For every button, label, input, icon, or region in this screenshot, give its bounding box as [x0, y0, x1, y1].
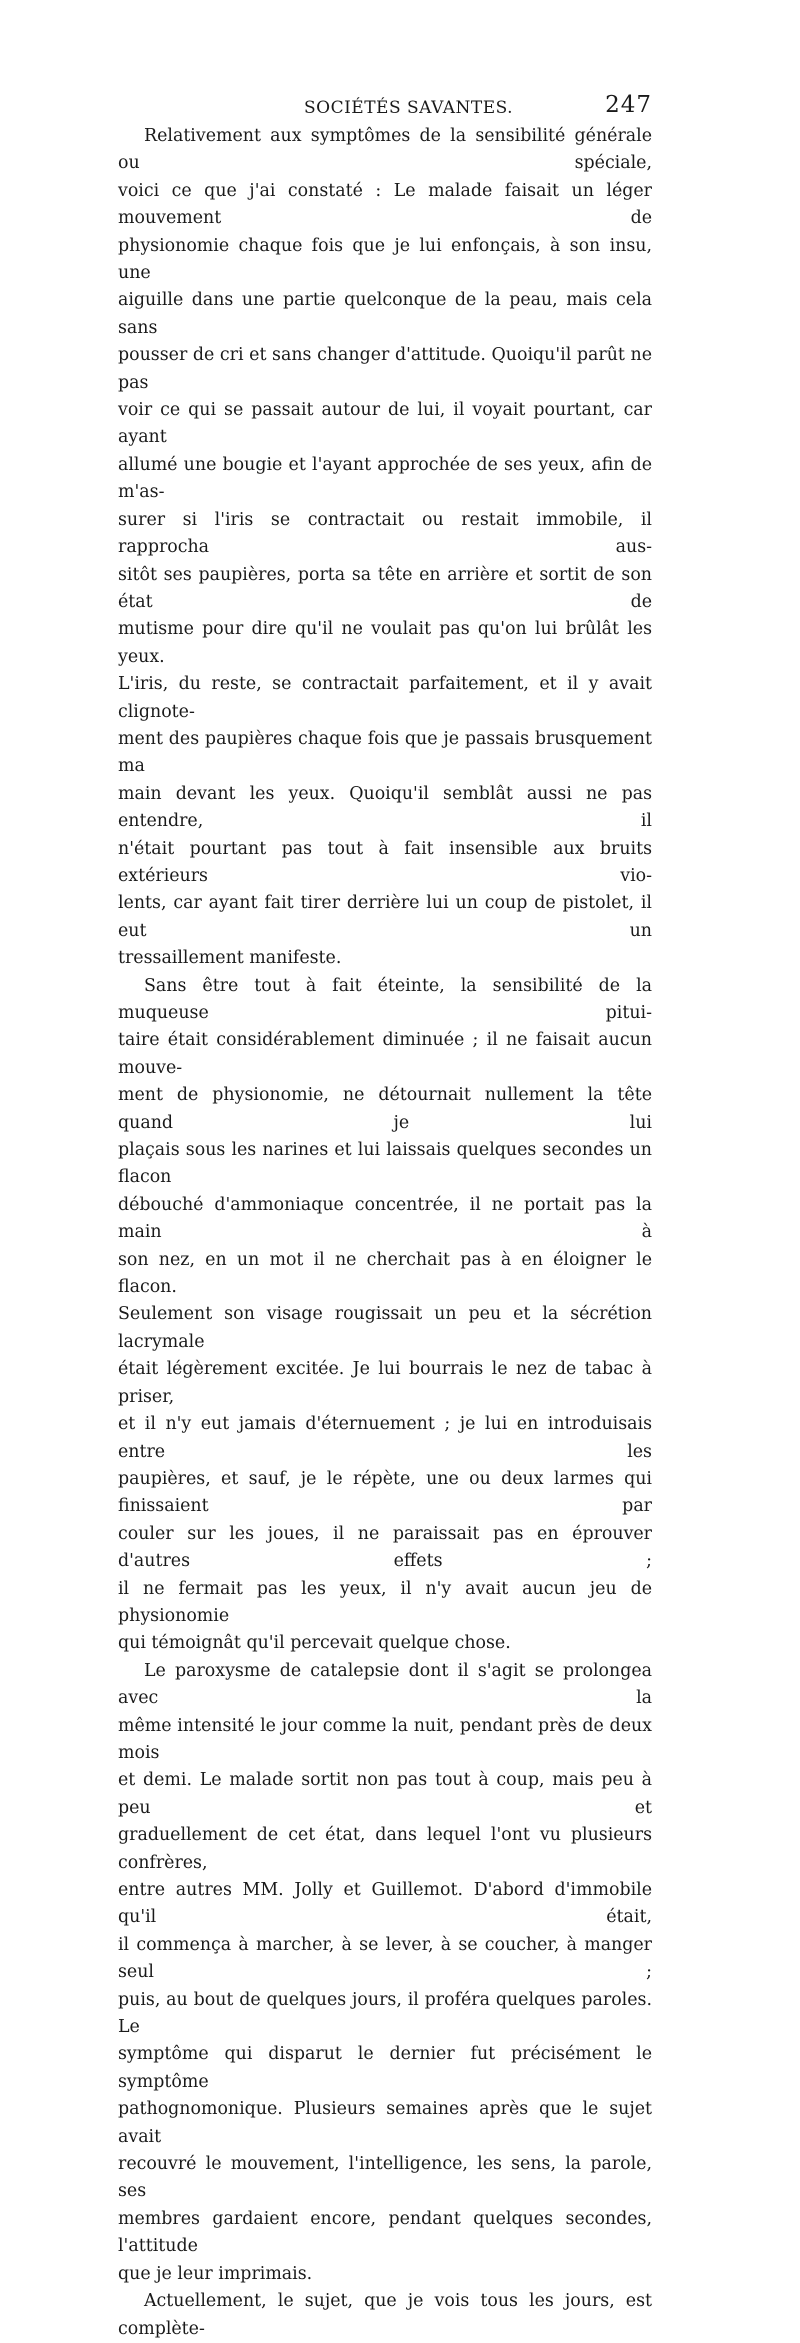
text-line: taire était considérablement diminuée ; il ne faisait aucun mouve-	[118, 1030, 652, 1078]
text-line: plaçais sous les narines et lui laissais quelques secondes un flacon	[118, 1140, 652, 1188]
text-line: tressaillement manifeste.	[118, 948, 342, 969]
text-line: que je leur imprimais.	[118, 2263, 313, 2284]
text-line: pathognomonique. Plusieurs semaines après que le sujet avait	[118, 2099, 652, 2147]
text-line: Le paroxysme de catalepsie dont il s'agit se prolongea avec la	[118, 1660, 652, 1709]
text-line: qui témoignât qu'il percevait quelque chose.	[118, 1633, 511, 1654]
text-line: mutisme pour dire qu'il ne voulait pas qu'on lui brûlât les yeux.	[118, 619, 652, 667]
text-line: il ne fermait pas les yeux, il n'y avait aucun jeu de physionomie	[118, 1578, 652, 1626]
text-line: recouvré le mouvement, l'intelligence, les sens, la parole, ses	[118, 2154, 652, 2202]
text-line: sitôt ses paupières, porta sa tête en arrière et sortit de son état de	[118, 564, 652, 612]
text-line: son nez, en un mot il ne cherchait pas à en éloigner le flacon.	[118, 1249, 652, 1298]
running-title: SOCIÉTÉS SAVANTES.	[304, 98, 514, 118]
text-line: allumé une bougie et l'ayant approchée de ses yeux, afin de m'as-	[118, 454, 652, 503]
text-line: débouché d'ammoniaque concentrée, il ne portait pas la main à	[118, 1194, 652, 1243]
text-line: main devant les yeux. Quoiqu'il semblât aussi ne pas entendre, il	[118, 783, 652, 832]
text-line: physionomie chaque fois que je lui enfonçais, à son insu, une	[118, 235, 652, 284]
text-line: Seulement son visage rougissait un peu et la sécrétion lacrymale	[118, 1304, 652, 1352]
text-line: graduellement de cet état, dans lequel l'ont vu plusieurs confrères,	[118, 1825, 652, 1873]
text-line: était légèrement excitée. Je lui bourrais le nez de tabac à priser,	[118, 1359, 652, 1407]
text-line: même intensité le jour comme la nuit, pendant près de deux mois	[118, 1715, 652, 1763]
text-line: ment des paupières chaque fois que je passais brusquement ma	[118, 728, 652, 777]
text-line: il commença à marcher, à se lever, à se coucher, à manger seul ;	[118, 1934, 652, 1983]
text-line: symptôme qui disparut le dernier fut précisément le symptôme	[118, 2044, 652, 2092]
text-line: surer si l'iris se contractait ou restait immobile, il rapprocha aus-	[118, 509, 652, 558]
text-line: n'était pourtant pas tout à fait insensible aux bruits extérieurs vio-	[118, 838, 652, 886]
text-line: Actuellement, le sujet, que je vois tous les jours, est complète-	[118, 2291, 652, 2339]
text-line: membres gardaient encore, pendant quelques secondes, l'attitude	[118, 2208, 652, 2257]
text-line: Relativement aux symptômes de la sensibilité générale ou spéciale,	[118, 126, 652, 174]
text-line: pousser de cri et sans changer d'attitude. Quoiqu'il parût ne pas	[118, 345, 652, 393]
text-line: entre autres MM. Jolly et Guillemot. D'abord d'immobile qu'il était,	[118, 1880, 652, 1928]
text-line: couler sur les joues, il ne paraissait pas en éprouver d'autres effets ;	[118, 1523, 652, 1572]
text-line: lents, car ayant fait tirer derrière lui un coup de pistolet, il eut un	[118, 893, 652, 941]
text-line: aiguille dans une partie quelconque de la peau, mais cela sans	[118, 290, 652, 338]
text-line: voici ce que j'ai constaté : Le malade faisait un léger mouvement de	[118, 180, 652, 229]
text-line: paupières, et sauf, je le répète, une ou deux larmes qui finissaient par	[118, 1468, 652, 1517]
text-line: et demi. Le malade sortit non pas tout à coup, mais peu à peu et	[118, 1770, 652, 1818]
page-header	[118, 92, 652, 122]
page-number: 247	[605, 92, 652, 118]
text-line: ment de physionomie, ne détournait nullement la tête quand je lui	[118, 1085, 652, 1133]
text-line: puis, au bout de quelques jours, il proféra quelques paroles. Le	[118, 1989, 652, 2038]
text-line: voir ce qui se passait autour de lui, il voyait pourtant, car ayant	[118, 400, 652, 448]
body-text	[118, 123, 652, 2343]
text-line: Sans être tout à fait éteinte, la sensibilité de la muqueuse pitui-	[118, 975, 652, 1023]
text-line: et il n'y eut jamais d'éternuement ; je lui en introduisais entre les	[118, 1414, 652, 1462]
text-line: L'iris, du reste, se contractait parfaitement, et il y avait clignote-	[118, 674, 652, 722]
